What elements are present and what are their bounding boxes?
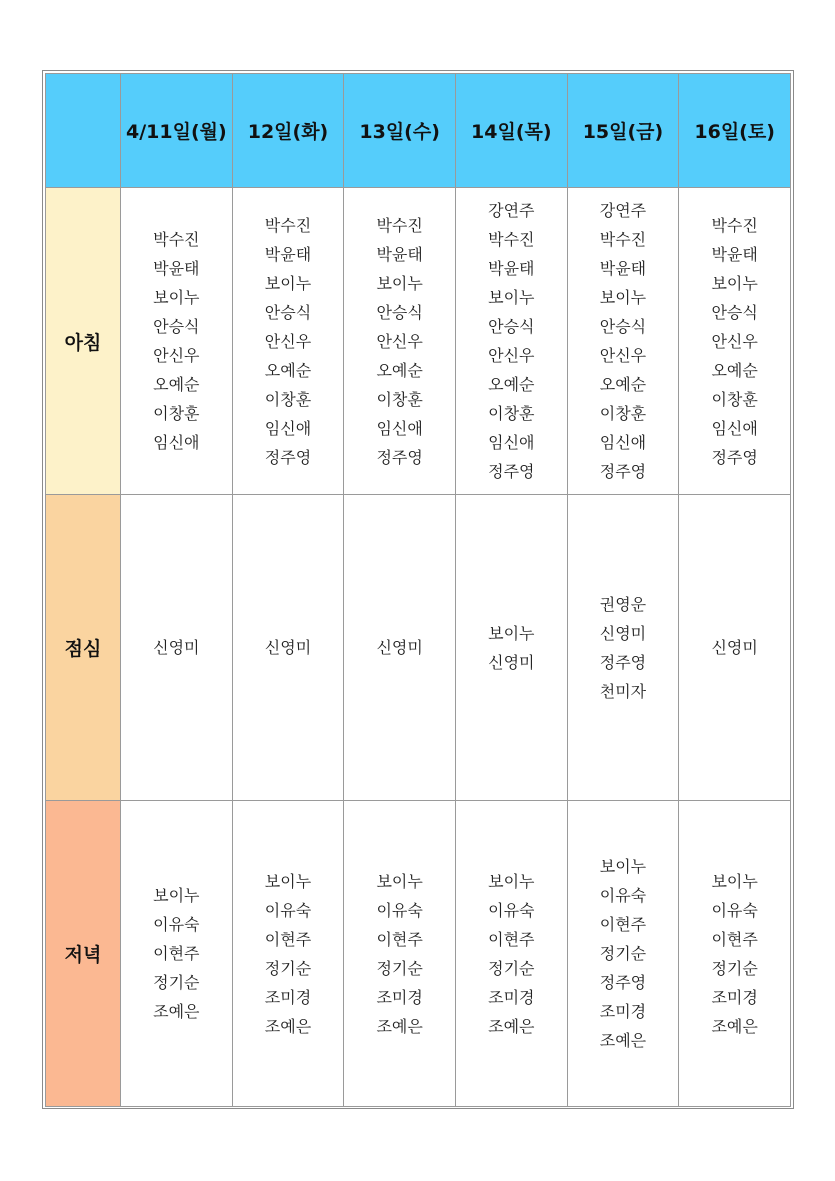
names-cell [455,495,567,801]
person-name: 정주영 [711,447,758,467]
person-name: 안승식 [711,302,758,322]
person-name: 정주영 [264,447,312,467]
person-name: 임신애 [599,433,647,452]
person-name: 박윤태 [264,244,312,264]
person-name: 오예순 [488,375,535,394]
person-name: 신영미 [264,638,312,657]
person-name: 안신우 [599,346,647,365]
person-name: 보이누 [711,273,758,293]
person-name: 이현주 [488,929,535,949]
person-name: 조예은 [488,1016,535,1036]
names-cell [567,188,679,495]
person-name: 보이누 [264,871,312,891]
names-cell [679,801,791,1107]
person-name: 조미경 [376,987,423,1007]
person-name: 보이누 [599,857,647,876]
lunch-row [46,495,791,801]
person-name: 이창훈 [599,404,647,423]
person-name: 안승식 [599,317,647,336]
person-name: 이창훈 [376,389,423,409]
day-header: 15일(금) [567,74,679,188]
person-name: 박윤태 [488,259,535,278]
person-name: 강연주 [599,201,647,220]
person-name: 안신우 [376,331,423,351]
names-cell [344,801,456,1107]
person-name: 박수진 [599,230,647,249]
person-name: 박수진 [376,215,423,235]
meal-label-breakfast: 아침 [46,188,121,495]
person-name: 안신우 [488,346,535,365]
person-name: 박수진 [153,230,200,249]
person-name: 이유숙 [711,900,758,920]
person-name: 조미경 [711,987,758,1007]
person-name: 조예은 [599,1031,647,1050]
person-name: 임신애 [711,418,758,438]
person-name: 이유숙 [488,900,535,920]
meal-schedule-table [45,73,791,1107]
day-header: 14일(목) [455,74,567,188]
person-name: 정기순 [153,973,200,992]
day-header: 16일(토) [679,74,791,188]
person-name: 오예순 [711,360,758,380]
person-name: 보이누 [153,886,200,905]
person-name: 이현주 [264,929,312,949]
person-name: 안승식 [153,317,200,336]
names-cell [679,188,791,495]
person-name: 정주영 [599,652,647,672]
person-name: 임신애 [153,433,200,452]
person-name: 신영미 [488,652,535,672]
breakfast-row [46,188,791,495]
person-name: 안신우 [264,331,312,351]
person-name: 신영미 [376,638,423,657]
person-name: 이창훈 [488,404,535,423]
names-cell [455,801,567,1107]
names-cell [232,495,344,801]
person-name: 보이누 [376,273,423,293]
names-cell [344,188,456,495]
names-cell [455,188,567,495]
person-name: 정주영 [376,447,423,467]
person-name: 보이누 [376,871,423,891]
person-name: 보이누 [599,288,647,307]
person-name: 천미자 [599,681,647,701]
person-name: 박윤태 [711,244,758,264]
person-name: 임신애 [488,433,535,452]
person-name: 박윤태 [153,259,200,278]
person-name: 강연주 [488,201,535,220]
person-name: 안승식 [264,302,312,322]
person-name: 정기순 [488,958,535,978]
person-name: 권영운 [599,594,647,614]
person-name: 조예은 [153,1002,200,1021]
person-name: 조예은 [711,1016,758,1036]
person-name: 이창훈 [711,389,758,409]
person-name: 조미경 [599,1002,647,1021]
person-name: 조예은 [376,1016,423,1036]
person-name: 오예순 [376,360,423,380]
person-name: 보이누 [488,623,535,643]
names-cell [121,495,233,801]
names-cell [121,188,233,495]
person-name: 오예순 [599,375,647,394]
names-cell [344,495,456,801]
dinner-row [46,801,791,1107]
day-header: 4/11일(월) [121,74,233,188]
person-name: 정기순 [264,958,312,978]
person-name: 정주영 [599,973,647,992]
person-name: 안승식 [376,302,423,322]
person-name: 정주영 [599,462,647,481]
person-name: 정기순 [376,958,423,978]
person-name: 보이누 [711,871,758,891]
person-name: 이창훈 [153,404,200,423]
person-name: 정주영 [488,462,535,481]
person-name: 이유숙 [599,886,647,905]
person-name: 박윤태 [376,244,423,264]
person-name: 보이누 [488,871,535,891]
corner-cell [46,74,121,188]
schedule-sheet [42,70,794,1109]
person-name: 박수진 [264,215,312,235]
day-header: 12일(화) [232,74,344,188]
person-name: 안신우 [711,331,758,351]
names-cell [567,801,679,1107]
person-name: 신영미 [599,623,647,643]
person-name: 조미경 [488,987,535,1007]
person-name: 조미경 [264,987,312,1007]
person-name: 이창훈 [264,389,312,409]
person-name: 신영미 [711,638,758,657]
person-name: 임신애 [376,418,423,438]
person-name: 이유숙 [153,915,200,934]
person-name: 이현주 [153,944,200,963]
person-name: 신영미 [153,638,200,657]
person-name: 박수진 [488,230,535,249]
person-name: 오예순 [153,375,200,394]
names-cell [567,495,679,801]
person-name: 이유숙 [264,900,312,920]
names-cell [121,801,233,1107]
person-name: 이현주 [376,929,423,949]
person-name: 임신애 [264,418,312,438]
person-name: 정기순 [599,944,647,963]
header-row [46,74,791,188]
meal-label-lunch: 점심 [46,495,121,801]
person-name: 정기순 [711,958,758,978]
names-cell [232,801,344,1107]
person-name: 안신우 [153,346,200,365]
names-cell [232,188,344,495]
person-name: 조예은 [264,1016,312,1036]
day-header: 13일(수) [344,74,456,188]
person-name: 안승식 [488,317,535,336]
person-name: 오예순 [264,360,312,380]
person-name: 보이누 [264,273,312,293]
person-name: 보이누 [488,288,535,307]
names-cell [679,495,791,801]
person-name: 이현주 [599,915,647,934]
person-name: 박윤태 [599,259,647,278]
person-name: 박수진 [711,215,758,235]
person-name: 이유숙 [376,900,423,920]
person-name: 보이누 [153,288,200,307]
person-name: 이현주 [711,929,758,949]
meal-label-dinner: 저녁 [46,801,121,1107]
